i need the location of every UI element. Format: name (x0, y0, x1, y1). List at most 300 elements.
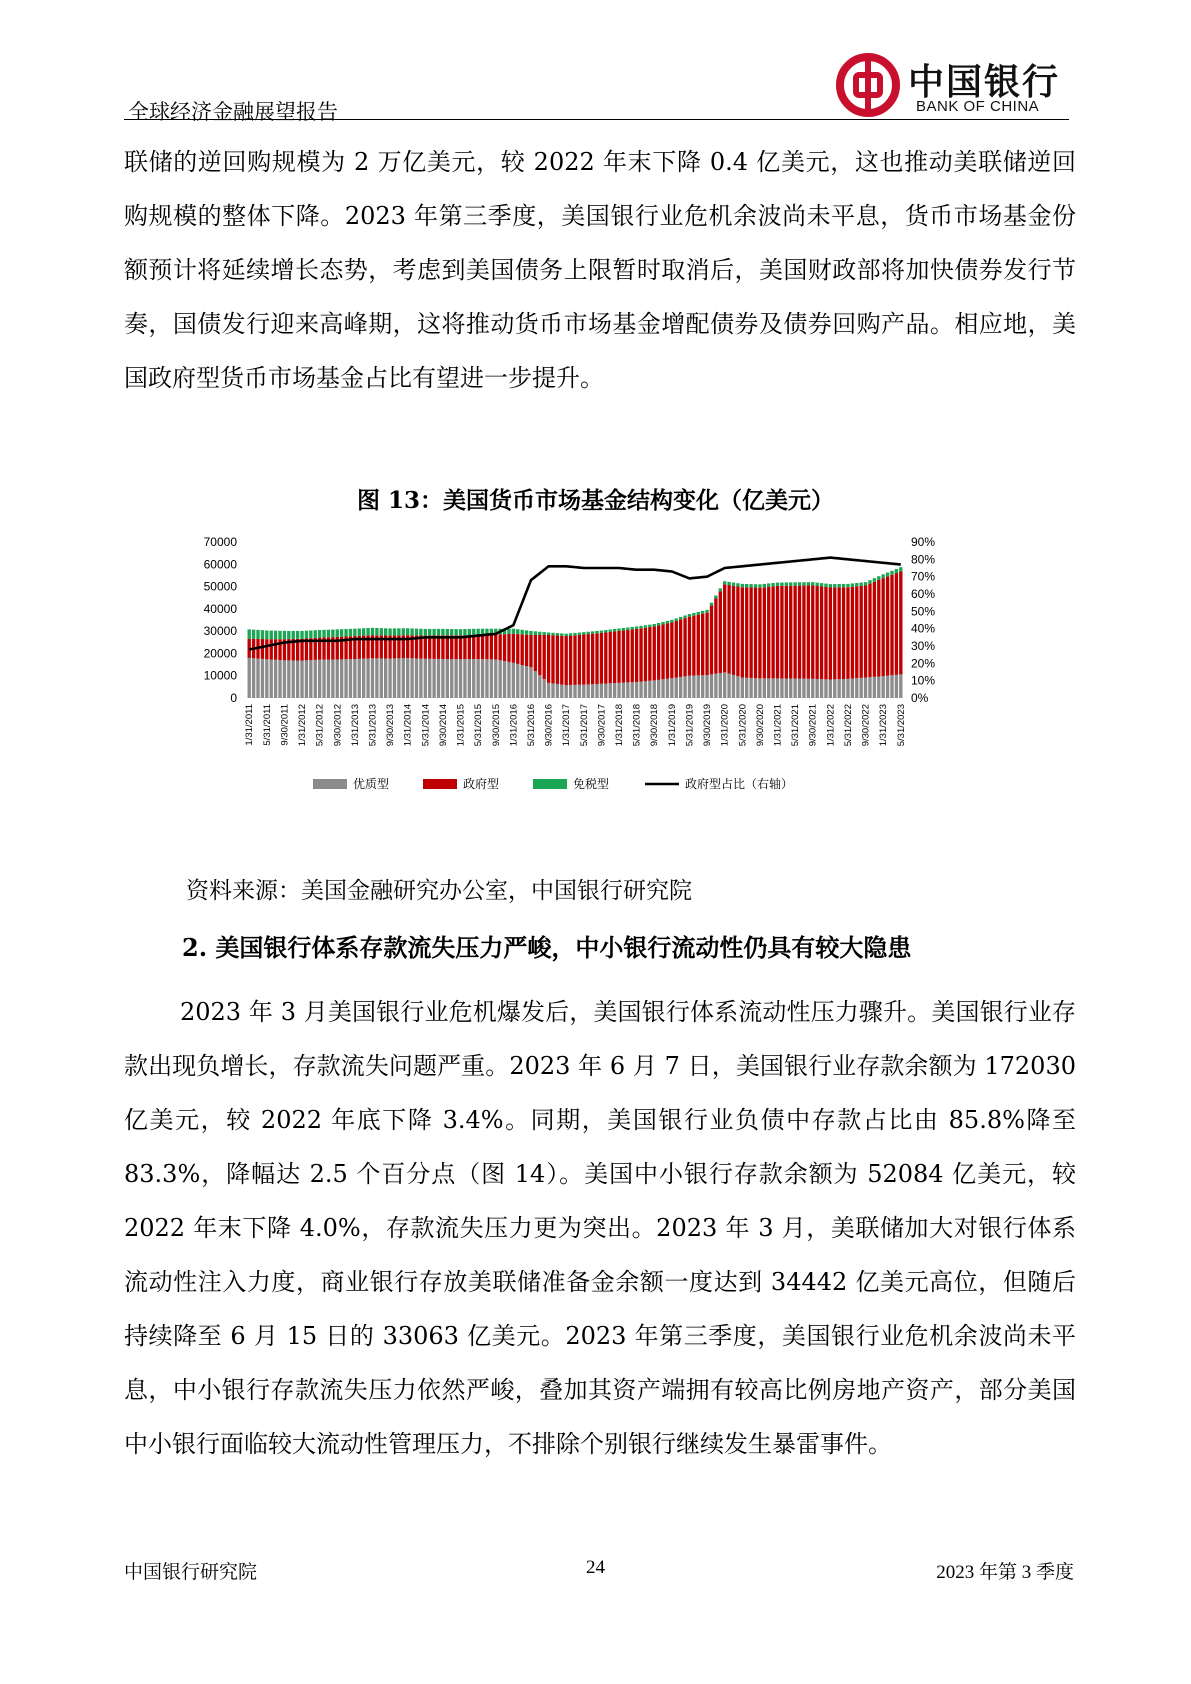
bar-segment-government (587, 634, 590, 684)
bar-segment-prime (344, 659, 347, 698)
bar-segment-prime (490, 659, 493, 698)
bar-segment-taxfree (745, 584, 748, 587)
bar-segment-taxfree (375, 628, 378, 635)
bar-segment-government (780, 586, 783, 679)
bar-segment-government (639, 628, 642, 681)
bar-segment-taxfree (868, 580, 871, 583)
bar-segment-prime (362, 659, 365, 698)
bar-segment-taxfree (736, 583, 739, 586)
bar-segment-taxfree (296, 631, 299, 639)
bar-segment-taxfree (252, 630, 255, 639)
bar-segment-prime (644, 681, 647, 698)
bar-segment-government (617, 631, 620, 683)
bar-segment-taxfree (860, 583, 863, 586)
bar-segment-government (441, 635, 444, 659)
bar-segment-government (498, 634, 501, 660)
bar-segment-taxfree (692, 613, 695, 616)
bar-segment-prime (248, 658, 251, 698)
bar-segment-government (485, 635, 488, 660)
bar-segment-prime (591, 684, 594, 698)
bar-segment-government (697, 615, 700, 676)
bar-segment-government (688, 617, 691, 676)
bar-segment-government (833, 587, 836, 679)
bar-segment-prime (842, 679, 845, 698)
x-axis-tick-label: 9/30/2017 (596, 704, 608, 747)
bar-segment-taxfree (666, 621, 669, 624)
bar-segment-government (855, 586, 858, 678)
bar-segment-taxfree (688, 614, 691, 617)
bar-segment-prime (736, 676, 739, 698)
bar-segment-taxfree (851, 583, 854, 586)
bar-segment-prime (600, 684, 603, 698)
bar-segment-taxfree (283, 631, 286, 639)
bar-segment-government (551, 635, 554, 683)
bar-segment-taxfree (261, 630, 264, 639)
bar-segment-taxfree (516, 629, 519, 634)
bar-segment-taxfree (609, 630, 612, 632)
bar-segment-government (520, 634, 523, 665)
bar-segment-taxfree (873, 578, 876, 582)
x-axis-tick-label: 9/30/2020 (754, 704, 766, 747)
bar-segment-prime (565, 685, 568, 698)
bar-segment-government (463, 635, 466, 659)
bar-segment-taxfree (785, 582, 788, 585)
bar-segment-taxfree (305, 631, 308, 639)
bar-segment-prime (287, 660, 290, 698)
bar-segment-taxfree (780, 583, 783, 586)
bar-segment-taxfree (789, 582, 792, 585)
bar-segment-prime (763, 678, 766, 698)
footer-period: 2023 年第 3 季度 (936, 1562, 1074, 1583)
bar-segment-taxfree (428, 629, 431, 636)
bar-segment-government (525, 635, 528, 666)
bar-segment-prime (278, 660, 281, 698)
bar-segment-government (459, 635, 462, 659)
bar-segment-taxfree (741, 584, 744, 587)
bar-segment-government (613, 631, 616, 683)
bar-segment-taxfree (270, 631, 273, 640)
bar-segment-government (595, 633, 598, 684)
bar-segment-prime (485, 659, 488, 698)
bar-segment-government (710, 606, 713, 675)
bar-segment-government (261, 639, 264, 659)
bar-segment-prime (578, 685, 581, 698)
bar-segment-government (569, 636, 572, 685)
bar-segment-government (727, 585, 730, 674)
bar-segment-government (631, 629, 634, 682)
x-axis-tick-label: 1/31/2016 (508, 704, 520, 747)
x-axis-tick-label: 9/30/2014 (437, 704, 449, 747)
bar-segment-government (507, 634, 510, 662)
bar-segment-prime (868, 677, 871, 698)
bar-segment-government (837, 587, 840, 679)
bar-segment-prime (582, 685, 585, 698)
bar-segment-prime (837, 679, 840, 698)
bar-segment-government (829, 587, 832, 679)
bar-segment-prime (327, 660, 330, 698)
bar-segment-prime (697, 675, 700, 698)
bar-segment-taxfree (855, 583, 858, 586)
bar-segment-government (516, 634, 519, 664)
bar-segment-prime (648, 681, 651, 698)
bar-segment-taxfree (415, 629, 418, 636)
bar-segment-government (609, 632, 612, 683)
bar-segment-prime (661, 679, 664, 698)
bar-segment-government (626, 630, 629, 682)
bar-segment-taxfree (833, 584, 836, 587)
bar-segment-taxfree (432, 629, 435, 636)
x-axis-tick-label: 5/31/2017 (578, 704, 590, 747)
bar-segment-prime (882, 676, 885, 698)
bar-segment-government (705, 613, 708, 675)
bar-segment-prime (437, 659, 440, 698)
bar-segment-prime (336, 659, 339, 698)
bar-segment-prime (776, 678, 779, 698)
bar-segment-taxfree (538, 632, 541, 635)
bar-segment-government (776, 586, 779, 678)
bar-segment-taxfree (437, 629, 440, 636)
x-axis-tick-label: 5/31/2016 (525, 704, 537, 747)
stacked-bars (248, 567, 903, 698)
bar-segment-taxfree (600, 631, 603, 633)
bar-segment-government (793, 586, 796, 679)
bar-segment-taxfree (248, 629, 251, 638)
bar-segment-prime (498, 660, 501, 698)
page-number: 24 (586, 1557, 605, 1578)
bar-segment-prime (635, 682, 638, 698)
logo-chinese-name: 中国银行 (908, 61, 1061, 103)
x-axis-tick-label: 1/31/2021 (772, 704, 784, 747)
bar-segment-taxfree (670, 620, 673, 623)
bar-segment-government (424, 636, 427, 659)
bar-segment-prime (683, 676, 686, 698)
bar-segment-taxfree (864, 582, 867, 585)
bar-segment-prime (595, 684, 598, 698)
x-axis-tick-label: 9/30/2015 (490, 704, 502, 747)
bar-segment-government (899, 571, 902, 674)
bar-segment-prime (639, 682, 642, 698)
bar-segment-prime (749, 678, 752, 698)
bar-segment-prime (454, 659, 457, 698)
bar-segment-prime (283, 660, 286, 698)
bar-segment-prime (353, 659, 356, 698)
bar-segment-government (468, 635, 471, 659)
figure-title: 图 13：美国货币市场基金结构变化（亿美元） (356, 487, 834, 514)
bar-segment-prime (890, 675, 893, 698)
bar-segment-prime (463, 659, 466, 698)
bar-segment-prime (569, 685, 572, 698)
bar-segment-government (573, 635, 576, 685)
bar-segment-government (701, 614, 704, 676)
bar-segment-prime (388, 659, 391, 698)
bar-segment-taxfree (815, 583, 818, 586)
x-axis-tick-label: 5/31/2015 (473, 704, 485, 747)
bar-segment-government (842, 587, 845, 679)
bar-segment-prime (520, 665, 523, 698)
left-axis-tick-label: 50000 (203, 579, 237, 594)
bar-segment-prime (626, 682, 629, 698)
left-axis-tick-label: 0 (230, 691, 237, 705)
bar-segment-taxfree (697, 612, 700, 615)
bar-segment-prime (873, 677, 876, 698)
bar-segment-government (736, 587, 739, 677)
bar-segment-prime (622, 683, 625, 698)
bar-segment-taxfree (837, 584, 840, 587)
bar-segment-taxfree (278, 631, 281, 639)
right-axis-tick-label: 10% (911, 673, 936, 688)
section-heading: 2. 美国银行体系存款流失压力严峻，中小银行流动性仍具有较大隐患 (182, 933, 912, 962)
bar-segment-taxfree (459, 629, 462, 635)
bar-segment-prime (811, 679, 814, 698)
bar-segment-prime (507, 662, 510, 698)
bar-segment-prime (560, 685, 563, 698)
bar-segment-taxfree (358, 628, 361, 635)
bar-segment-government (824, 587, 827, 679)
right-axis-tick-label: 80% (911, 552, 936, 567)
bar-segment-government (582, 634, 585, 684)
bar-segment-taxfree (613, 629, 616, 631)
bar-segment-government (454, 635, 457, 659)
bar-segment-government (538, 635, 541, 675)
bar-segment-government (472, 635, 475, 659)
x-axis-tick-label: 5/31/2020 (737, 704, 749, 747)
bar-segment-taxfree (578, 633, 581, 635)
bar-segment-government (661, 624, 664, 679)
bar-segment-taxfree (322, 630, 325, 638)
bar-segment-prime (895, 675, 898, 698)
right-axis-tick-label: 60% (911, 587, 936, 601)
bar-segment-taxfree (454, 629, 457, 635)
bar-segment-government (591, 634, 594, 684)
bar-segment-taxfree (639, 626, 642, 628)
bar-segment-prime (771, 678, 774, 698)
bar-segment-prime (732, 675, 735, 698)
bar-segment-taxfree (842, 584, 845, 587)
bar-segment-government (785, 586, 788, 679)
bar-segment-taxfree (631, 627, 634, 629)
bar-segment-government (807, 586, 810, 679)
bar-segment-government (820, 586, 823, 679)
bar-segment-taxfree (397, 628, 400, 635)
bar-segment-taxfree (274, 631, 277, 639)
legend-label: 免税型 (573, 777, 610, 791)
bar-segment-prime (767, 678, 770, 698)
bar-segment-government (556, 635, 559, 683)
bar-segment-government (882, 578, 885, 676)
bar-segment-taxfree (798, 582, 801, 585)
bar-segment-taxfree (393, 628, 396, 635)
right-axis-ticks (911, 536, 935, 705)
bar-segment-taxfree (366, 628, 369, 635)
chart-legend (313, 776, 793, 791)
bar-segment-taxfree (626, 627, 629, 629)
bar-segment-prime (331, 660, 334, 699)
bar-segment-taxfree (300, 631, 303, 639)
bar-segment-prime (829, 680, 832, 699)
bar-segment-taxfree (675, 618, 678, 621)
bar-segment-government (811, 585, 814, 678)
x-axis-tick-label: 9/30/2022 (860, 704, 872, 747)
bar-segment-prime (851, 679, 854, 699)
x-axis-tick-label: 1/31/2019 (666, 704, 678, 747)
bar-segment-government (758, 588, 761, 679)
bank-of-china-logo (836, 50, 1071, 120)
bar-segment-prime (820, 679, 823, 698)
bar-segment-government (741, 587, 744, 677)
bar-segment-prime (309, 660, 312, 698)
bar-segment-prime (692, 676, 695, 698)
bar-segment-government (846, 587, 849, 679)
x-axis-tick-label: 1/31/2011 (244, 704, 256, 746)
bar-segment-taxfree (560, 633, 563, 635)
bar-segment-prime (780, 678, 783, 698)
bar-segment-taxfree (719, 588, 722, 591)
x-axis-tick-label: 1/31/2020 (719, 704, 731, 747)
bank-of-china-emblem-icon (836, 53, 900, 117)
bar-segment-prime (833, 679, 836, 698)
bar-segment-taxfree (450, 629, 453, 635)
bar-segment-taxfree (547, 632, 550, 634)
bar-segment-government (274, 639, 277, 660)
bar-segment-taxfree (309, 630, 312, 638)
bar-segment-taxfree (340, 629, 343, 637)
bar-segment-prime (424, 659, 427, 698)
bar-segment-prime (899, 674, 902, 698)
bar-segment-taxfree (336, 629, 339, 637)
bar-segment-taxfree (727, 582, 730, 585)
bar-segment-taxfree (441, 629, 444, 635)
logo-english-name: BANK OF CHINA (916, 98, 1040, 115)
x-axis-tick-label: 1/31/2018 (614, 704, 626, 747)
bar-segment-prime (265, 659, 268, 698)
legend-label: 政府型 (463, 777, 500, 791)
x-axis-tick-label: 9/30/2018 (649, 704, 661, 747)
bar-segment-taxfree (732, 583, 735, 586)
bar-segment-taxfree (701, 611, 704, 614)
legend-label: 政府型占比（右轴） (685, 777, 794, 791)
bar-segment-prime (798, 679, 801, 698)
bar-segment-prime (741, 678, 744, 699)
bar-segment-prime (432, 659, 435, 698)
bar-segment-government (873, 582, 876, 677)
bar-segment-prime (551, 683, 554, 698)
bar-segment-taxfree (371, 628, 374, 635)
bar-segment-taxfree (446, 629, 449, 635)
bar-segment-taxfree (890, 571, 893, 575)
bar-segment-prime (375, 658, 378, 698)
bar-segment-taxfree (811, 582, 814, 585)
body-paragraph-1: 联储的逆回购规模为 2 万亿美元，较 2022 年末下降 0.4 亿美元，这也推动美联储逆回购规模的整体下降。2023 年第三季度，美国银行业危机余波尚未平息，货币市场基金份额预计将延续增长态势，考虑到美国债务上限暂时取消后，美国财政部将加快债券发行节奏，国债发行迎来高峰期，这将推动货币市场基金增配债券及债券回购产品。相应地，美国政府型货币市场基金占比有望进一步提升。 (124, 148, 1076, 392)
bar-segment-taxfree (710, 603, 713, 606)
bar-segment-prime (314, 660, 317, 698)
bar-segment-prime (397, 658, 400, 698)
bar-segment-taxfree (551, 633, 554, 635)
right-axis-tick-label: 50% (911, 604, 936, 619)
bar-segment-government (657, 625, 660, 679)
bar-segment-prime (534, 671, 537, 698)
bar-segment-taxfree (419, 629, 422, 636)
bar-segment-taxfree (410, 628, 413, 635)
right-axis-tick-label: 20% (911, 656, 936, 671)
x-axis-tick-label: 1/31/2012 (297, 704, 309, 747)
bar-segment-prime (468, 659, 471, 698)
bar-segment-government (877, 580, 880, 677)
bar-segment-government (648, 627, 651, 681)
report-title: 全球经济金融展望报告 (128, 100, 338, 124)
bar-segment-prime (587, 684, 590, 698)
bar-segment-prime (666, 679, 669, 698)
x-axis-tick-label: 5/31/2018 (631, 704, 643, 747)
bar-segment-prime (415, 658, 418, 698)
legend-swatch (533, 779, 567, 789)
bar-segment-prime (296, 661, 299, 699)
bar-segment-prime (380, 658, 383, 698)
bar-segment-taxfree (573, 633, 576, 635)
bar-segment-government (600, 633, 603, 684)
bar-segment-prime (675, 678, 678, 698)
x-axis-tick-label: 9/30/2019 (702, 704, 714, 747)
bar-segment-taxfree (705, 610, 708, 613)
x-axis-tick-labels (244, 704, 907, 746)
bar-segment-prime (701, 675, 704, 698)
bar-segment-prime (516, 664, 519, 698)
bar-segment-prime (512, 663, 515, 698)
bar-segment-taxfree (846, 584, 849, 587)
bar-segment-prime (459, 659, 462, 698)
right-axis-tick-label: 70% (911, 569, 936, 584)
bar-segment-prime (670, 678, 673, 698)
x-axis-tick-label: 5/31/2011 (261, 704, 273, 746)
bar-segment-prime (529, 667, 532, 698)
bar-segment-prime (745, 678, 748, 698)
bar-segment-government (851, 587, 854, 679)
bar-segment-government (578, 635, 581, 685)
bar-segment-taxfree (344, 629, 347, 636)
bar-segment-taxfree (644, 625, 647, 627)
bar-segment-prime (846, 679, 849, 698)
bar-segment-government (890, 575, 893, 676)
bar-segment-prime (653, 680, 656, 698)
bar-segment-government (886, 576, 889, 675)
bar-segment-prime (556, 684, 559, 698)
bar-segment-prime (428, 659, 431, 698)
bar-segment-taxfree (529, 631, 532, 635)
bar-segment-taxfree (331, 630, 334, 638)
bar-segment-prime (476, 659, 479, 698)
bar-segment-government (529, 635, 532, 667)
bar-segment-prime (322, 660, 325, 698)
bar-segment-government (714, 598, 717, 673)
bar-segment-government (644, 628, 647, 681)
bar-segment-prime (631, 682, 634, 698)
bar-segment-government (481, 635, 484, 659)
bar-segment-taxfree (595, 631, 598, 633)
bar-segment-prime (754, 678, 757, 698)
bar-segment-prime (371, 658, 374, 698)
bar-segment-government (860, 586, 863, 678)
x-axis-tick-label: 5/31/2019 (684, 704, 696, 747)
bar-segment-taxfree (256, 630, 259, 639)
bar-segment-taxfree (754, 584, 757, 587)
bar-segment-taxfree (635, 626, 638, 628)
left-axis-tick-label: 30000 (203, 624, 237, 639)
bar-segment-government (692, 616, 695, 676)
bar-segment-prime (815, 679, 818, 698)
bar-segment-taxfree (648, 625, 651, 627)
bar-segment-prime (419, 659, 422, 698)
bar-segment-government (428, 636, 431, 659)
bar-segment-government (450, 635, 453, 659)
